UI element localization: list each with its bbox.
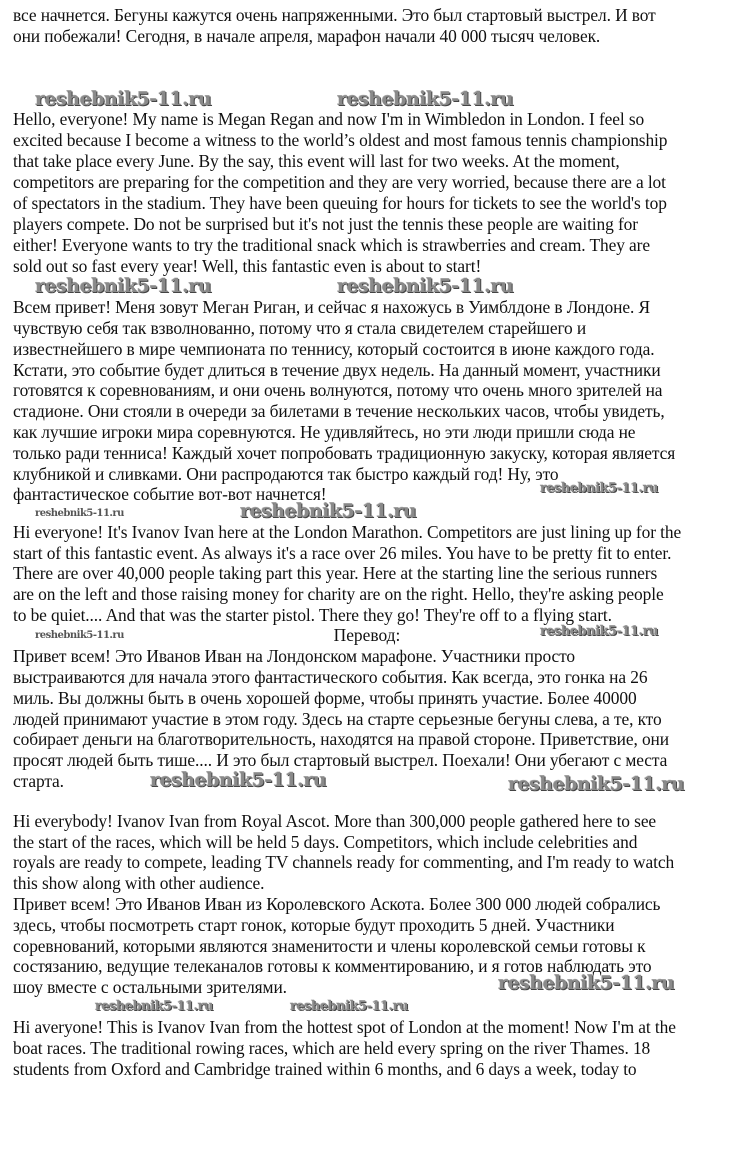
text-line: только ради тенниса! Каждый хочет попробовать традиционную закуску, которая является [13, 443, 676, 463]
watermark: reshebnik5-11.ru [540, 624, 659, 639]
text-line: Привет всем! Это Иванов Иван из Королевского Аскота. Более 300 000 людей собрались [13, 894, 661, 914]
watermark: reshebnik5-11.ru [35, 508, 124, 519]
text-line: of spectators in the stadium. They have been queuing for hours for tickets to see the world's top [13, 193, 667, 213]
text-line: миль. Вы должны быть в очень хорошей форме, чтобы принять участие. Более 40000 [13, 688, 637, 708]
watermark: reshebnik5-11.ru [35, 88, 212, 110]
text-line: шоу вместе с остальными зрителями. [13, 977, 287, 997]
text-line: просят людей быть тише.... И это был стартовый выстрел. Поехали! Они убегают с места [13, 750, 668, 770]
text-line: the start of the races, which will be held 5 days. Competitors, which include celebrities and [13, 832, 638, 852]
text-line: this show along with other audience. [13, 873, 265, 893]
text-line: to be quiet.... And that was the starter pistol. There they go! They're off to a flying start. [13, 605, 612, 625]
text-line: Hi everybody! Ivanov Ivan from Royal Ascot. More than 300,000 people gathered here to see [13, 811, 657, 831]
text-line: состязанию, ведущие телеканалов готовы к комментированию, и я готов наблюдать это [13, 956, 652, 976]
text-line: sold out so fast every year! Well, this fantastic even is about to start! [13, 256, 482, 276]
text-line: students from Oxford and Cambridge trained within 6 months, and 6 days a week, today to [13, 1059, 637, 1079]
text-line: Всем привет! Меня зовут Меган Риган, и сейчас я нахожусь в Уимблдоне в Лондоне. Я [13, 297, 650, 317]
text-line: фантастическое событие вот-вот начнется! [13, 484, 327, 504]
watermark: reshebnik5-11.ru [150, 769, 327, 791]
text-line: excited because I become a witness to the world’s oldest and most famous tennis championship [13, 130, 668, 150]
watermark: reshebnik5-11.ru [337, 88, 514, 110]
text-line: that take place every June. By the say, this event will last for two weeks. At the moment, [13, 151, 620, 171]
text-line: royals are ready to compete, leading TV channels ready for commenting, and I'm ready to watch [13, 852, 675, 872]
text-line: boat races. The traditional rowing races, which are held every spring on the river Thames. 18 [13, 1038, 651, 1058]
text-line: готовятся к соревнованиям, и они очень волнуются, потому что очень много зрителей на [13, 380, 663, 400]
watermark: reshebnik5-11.ru [290, 999, 409, 1014]
watermark: reshebnik5-11.ru [540, 481, 659, 496]
text-line: стадионе. Они стояли в очереди за билетами в течение нескольких часов, чтобы увидеть, [13, 401, 665, 421]
text-line: start of this fantastic event. As always it's a race over 26 miles. You have to be pretty fit to enter. [13, 543, 672, 563]
text-line: все начнется. Бегуны кажутся очень напряженными. Это был стартовый выстрел. И вот [13, 5, 656, 25]
text-line: either! Everyone wants to try the traditional snack which is strawberries and cream. They are [13, 235, 650, 255]
text-line: Hello, everyone! My name is Megan Regan and now I'm in Wimbledon in London. I feel so [13, 109, 645, 129]
text-line: Hi averyone! This is Ivanov Ivan from the hottest spot of London at the moment! Now I'm at the [13, 1017, 676, 1037]
watermark: reshebnik5-11.ru [498, 972, 675, 994]
watermark: reshebnik5-11.ru [35, 630, 124, 641]
text-line: competitors are preparing for the competition and they are very worried, because there are a lot [13, 172, 666, 192]
text-line: клубникой и сливками. Они распродаются так быстро каждый год! Ну, это [13, 464, 559, 484]
watermark: reshebnik5-11.ru [95, 999, 214, 1014]
watermark: reshebnik5-11.ru [240, 500, 417, 522]
watermark: reshebnik5-11.ru [35, 275, 212, 297]
text-line: известнейшего в мире чемпионата по теннису, который состоится в июне каждого года. [13, 339, 655, 359]
text-line: Кстати, это событие будет длиться в течение двух недель. На данный момент, участники [13, 360, 661, 380]
text-line: они побежали! Сегодня, в начале апреля, марафон начали 40 000 тысяч человек. [13, 26, 601, 46]
text-line: are on the left and those raising money for charity are on the right. Hello, they're asking people [13, 584, 664, 604]
text-line: как лучшие игроки мира соревнуются. Не удивляйтесь, но эти люди пришли сюда не [13, 422, 636, 442]
text-line: собирает деньги на благотворительность, находятся на правой стороне. Приветствие, они [13, 729, 669, 749]
text-line: выстраиваются для начала этого фантастического события. Как всегда, это гонка на 26 [13, 667, 648, 687]
text-line: There are over 40,000 people taking part this year. Here at the starting line the serious runners [13, 563, 658, 583]
text-line: соревнований, которыми являются знаменитости и члены королевской семьи готовы к [13, 936, 646, 956]
text-line: players compete. Do not be surprised but it's not just the tennis these people are waiting for [13, 214, 638, 234]
translation-heading: Перевод: [333, 625, 401, 645]
watermark: reshebnik5-11.ru [508, 773, 685, 795]
text-line: Привет всем! Это Иванов Иван на Лондонском марафоне. Участники просто [13, 646, 575, 666]
text-line: старта. [13, 771, 64, 791]
text-line: Hi everyone! It's Ivanov Ivan here at the London Marathon. Competitors are just lining up for the [13, 522, 682, 542]
text-line: чувствую себя так взволнованно, потому что я стала свидетелем старейшего и [13, 318, 587, 338]
text-line: людей принимают участие в этом году. Здесь на старте серьезные бегуны слева, а те, кто [13, 709, 662, 729]
watermark: reshebnik5-11.ru [337, 275, 514, 297]
text-line: здесь, чтобы посмотреть старт гонок, которые будут проходить 5 дней. Участники [13, 915, 615, 935]
